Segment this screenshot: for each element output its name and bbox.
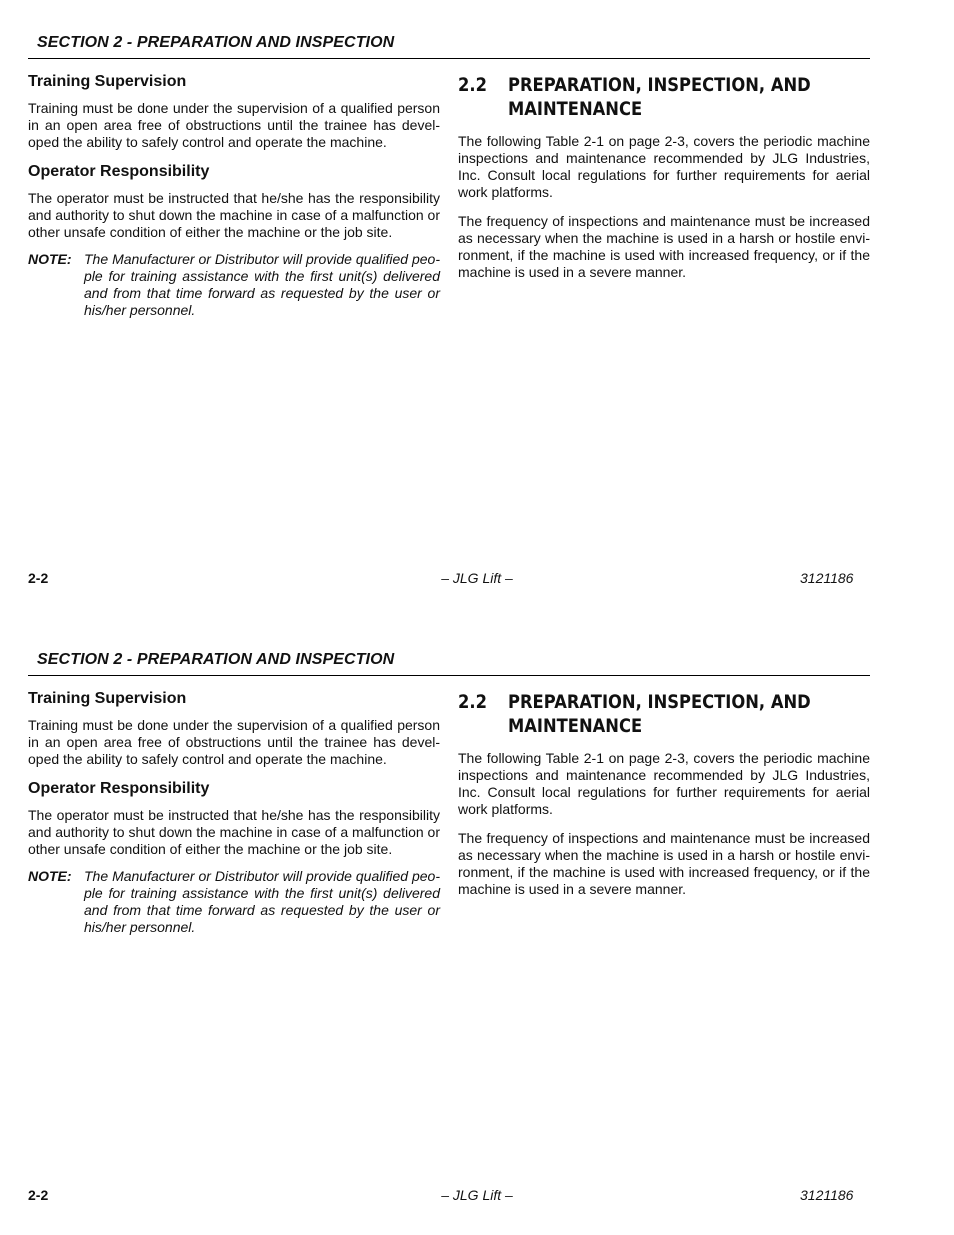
- section-number: 2.2: [458, 74, 487, 96]
- section-title: PREPARATION, INSPECTION, AND MAINTENANCE: [508, 74, 811, 120]
- header-rule: [28, 58, 870, 59]
- section-heading: [458, 73, 870, 121]
- note-block: [28, 868, 440, 936]
- operator-responsibility-heading: Operator Responsibility: [28, 780, 210, 797]
- footer-title: – JLG Lift –: [441, 570, 513, 586]
- right-column: [458, 690, 870, 898]
- operator-responsibility-heading: Operator Responsibility: [28, 163, 210, 180]
- operator-responsibility-text: The operator must be instructed that he/she has the responsibility and authority to shut down the machine in case of a malfunction or other unsafe condition of either the machine or the job site.: [28, 807, 440, 857]
- training-supervision-text: Training must be done under the supervision of a qualified person in an open area free of obstructions until the trainee has devel-oped the ability to safely control and operate the machine.: [28, 100, 440, 150]
- left-column: [28, 690, 440, 936]
- section-number: 2.2: [458, 691, 487, 713]
- page-number: 2-2: [28, 570, 49, 586]
- document-number: 3121186: [800, 570, 854, 586]
- note-text: The Manufacturer or Distributor will provide qualified peo-ple for training assistance with the first unit(s) delivered and from that time forward as requested by the user or his/her personnel.: [84, 251, 440, 318]
- section-header: SECTION 2 - PREPARATION AND INSPECTION: [37, 651, 395, 668]
- section-heading: [458, 690, 870, 738]
- training-supervision-text: Training must be done under the supervision of a qualified person in an open area free of obstructions until the trainee has devel-oped the ability to safely control and operate the machine.: [28, 717, 440, 767]
- note-block: [28, 251, 440, 319]
- document-number: 3121186: [800, 1187, 854, 1203]
- operator-responsibility-text: The operator must be instructed that he/she has the responsibility and authority to shut down the machine in case of a malfunction or other unsafe condition of either the machine or the job site.: [28, 190, 440, 240]
- note-label: NOTE:: [28, 251, 72, 267]
- page-number: 2-2: [28, 1187, 49, 1203]
- header-rule: [28, 675, 870, 676]
- manual-page: [0, 617, 954, 1234]
- footer-title: – JLG Lift –: [441, 1187, 513, 1203]
- left-column: [28, 73, 440, 319]
- inspection-paragraph-1: The following Table 2-1 on page 2-3, covers the periodic machine inspections and maintenance recommended by JLG Industries, Inc. Consult local regulations for further requirements for aerial work platforms.: [458, 750, 870, 817]
- inspection-paragraph-1: The following Table 2-1 on page 2-3, covers the periodic machine inspections and maintenance recommended by JLG Industries, Inc. Consult local regulations for further requirements for aerial work platforms.: [458, 133, 870, 200]
- note-text: The Manufacturer or Distributor will provide qualified peo-ple for training assistance with the first unit(s) delivered and from that time forward as requested by the user or his/her personnel.: [84, 868, 440, 935]
- right-column: [458, 73, 870, 281]
- training-supervision-heading: Training Supervision: [28, 690, 187, 707]
- note-label: NOTE:: [28, 868, 72, 884]
- inspection-paragraph-2: The frequency of inspections and maintenance must be increased as necessary when the machine is used in a harsh or hostile envi-ronment, if the machine is used with increased frequency, or if the machine is used in a severe manner.: [458, 213, 870, 280]
- training-supervision-heading: Training Supervision: [28, 73, 187, 90]
- section-title: PREPARATION, INSPECTION, AND MAINTENANCE: [508, 691, 811, 737]
- section-header: SECTION 2 - PREPARATION AND INSPECTION: [37, 34, 395, 51]
- manual-page: [0, 0, 954, 617]
- inspection-paragraph-2: The frequency of inspections and maintenance must be increased as necessary when the machine is used in a harsh or hostile envi-ronment, if the machine is used with increased frequency, or if the machine is used in a severe manner.: [458, 830, 870, 897]
